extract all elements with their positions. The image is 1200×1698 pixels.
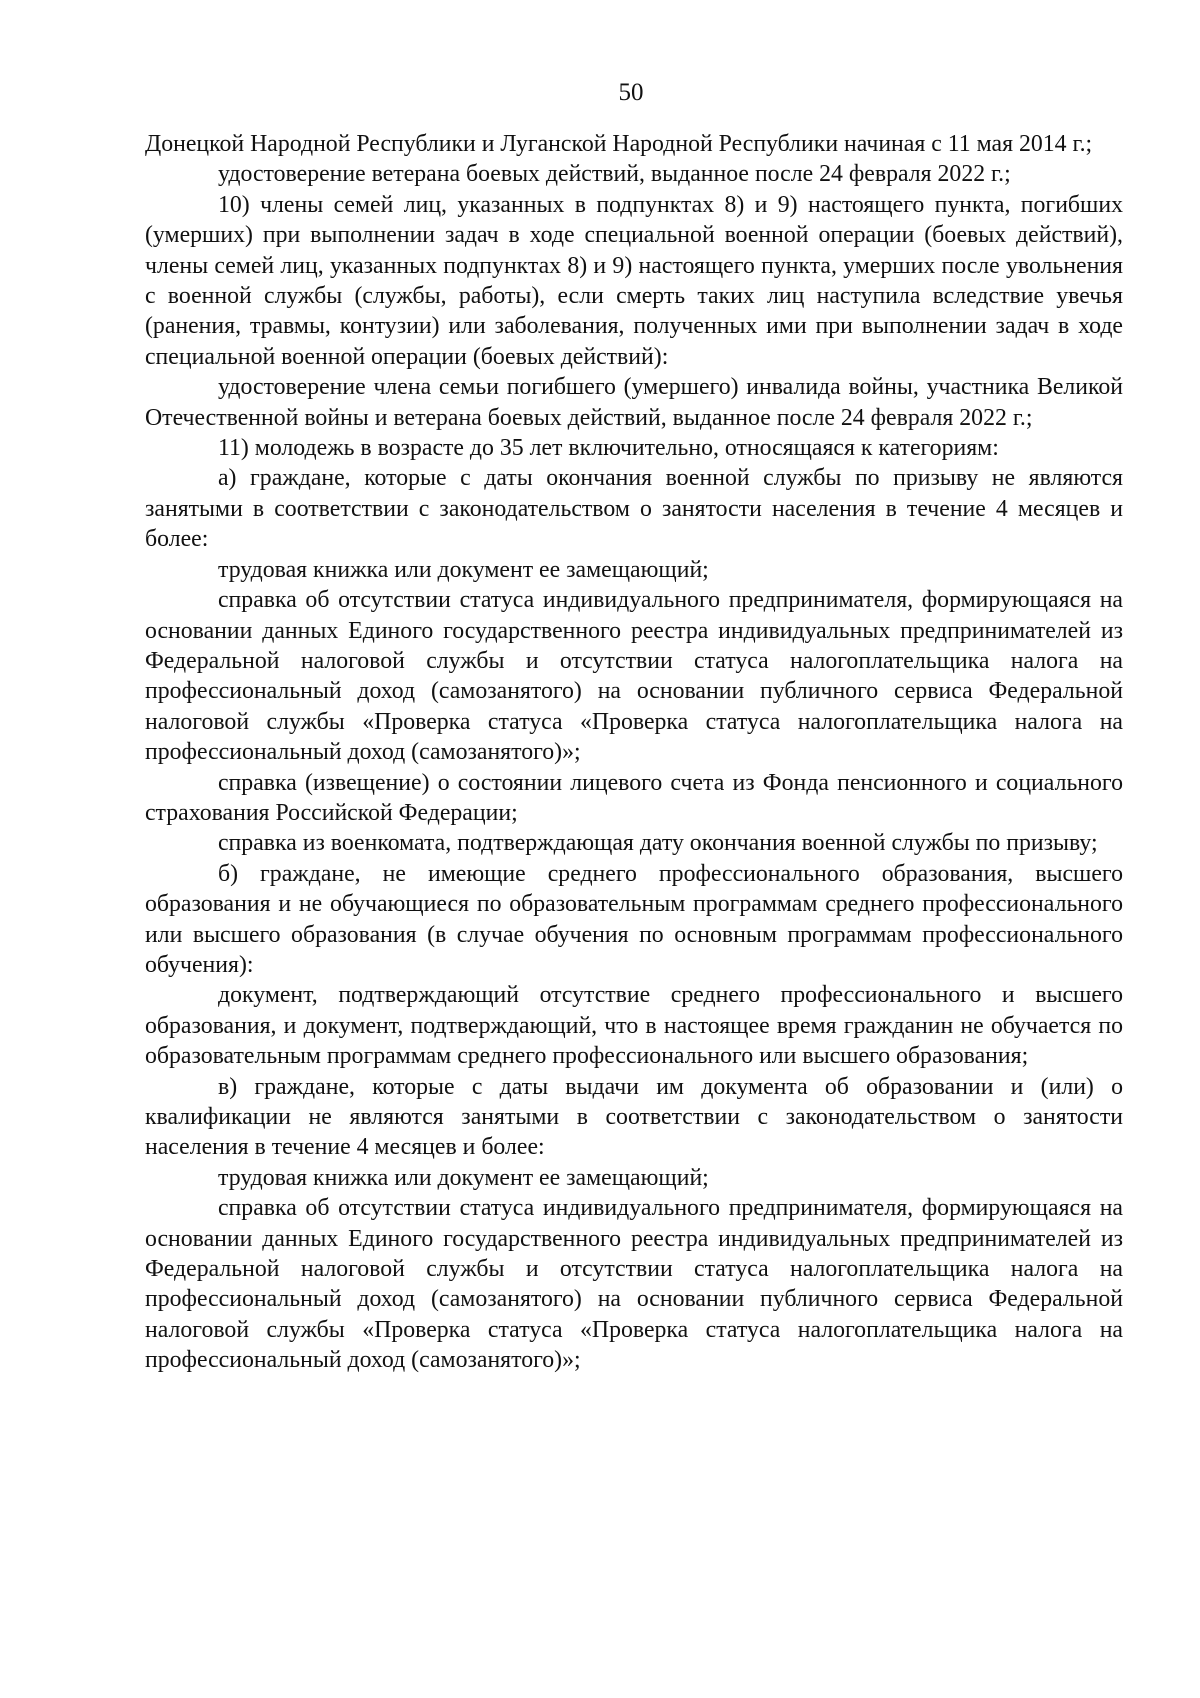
paragraph: 10) члены семей лиц, указанных в подпунктах 8) и 9) настоящего пункта, погибших (умерших) при выполнении задач в ходе специальной военной операции (боевых действий), члены семей лиц, указанных подпунктах 8) и 9) настоящего пункта, умерших после увольнения с военной службы (службы, работы), если смерть таких лиц наступила вследствие увечья (ранения, травмы, контузии) или заболевания, полученных ими при выполнении задач в ходе специальной военной операции (боевых действий): [145,191,1123,370]
paragraph: справка (извещение) о состоянии лицевого счета из Фонда пенсионного и социального страхования Российской Федерации; [145,769,1123,826]
paragraph: справка из военкомата, подтверждающая дату окончания военной службы по призыву; [218,830,1098,857]
paragraph: документ, подтверждающий отсутствие среднего профессионального и высшего образования, и документ, подтверждающий, что в настоящее время гражданин не обучается по образовательным программам среднего профессионального или высшего образования; [145,982,1123,1070]
paragraph: справка об отсутствии статуса индивидуального предпринимателя, формирующаяся на основании данных Единого государственного реестра индивидуальных предпринимателей из Федеральной налоговой службы и отсутствии статуса налогоплательщика налога на профессиональный доход (самозанятого) на основании публичного сервиса Федеральной налоговой службы «Проверка статуса «Проверка статуса налогоплательщика налога на профессиональный доход (самозанятого)»; [145,1195,1123,1374]
document-body [145,129,1123,1376]
paragraph: 11) молодежь в возрасте до 35 лет включительно, относящаяся к категориям: [218,435,999,462]
paragraph: трудовая книжка или документ ее замещающий; [218,556,709,583]
page-number: 50 [618,79,644,106]
paragraph: справка об отсутствии статуса индивидуального предпринимателя, формирующаяся на основании данных Единого государственного реестра индивидуальных предпринимателей из Федеральной налоговой службы и отсутствии статуса налогоплательщика налога на профессиональный доход (самозанятого) на основании публичного сервиса Федеральной налоговой службы «Проверка статуса «Проверка статуса налогоплательщика налога на профессиональный доход (самозанятого)»; [145,587,1123,766]
paragraph: трудовая книжка или документ ее замещающий; [218,1164,709,1191]
paragraph: удостоверение члена семьи погибшего (умершего) инвалида войны, участника Великой Отечественной войны и ветерана боевых действий, выданное после 24 февраля 2022 г.; [145,374,1123,431]
paragraph: а) граждане, которые с даты окончания военной службы по призыву не являются занятыми в соответствии с законодательством о занятости населения в течение 4 месяцев и более: [145,465,1123,553]
paragraph: в) граждане, которые с даты выдачи им документа об образовании и (или) о квалификации не являются занятыми в соответствии с законодательством о занятости населения в течение 4 месяцев и более: [145,1073,1123,1161]
paragraph: Донецкой Народной Республики и Луганской Народной Республики начиная с 11 мая 2014 г.; [145,131,1093,157]
paragraph: б) граждане, не имеющие среднего профессионального образования, высшего образования и не обучающиеся по образовательным программам среднего профессионального или высшего образования (в случае обучения по основным программам профессионального обучения): [145,860,1123,978]
paragraph: удостоверение ветерана боевых действий, выданное после 24 февраля 2022 г.; [218,161,1011,188]
